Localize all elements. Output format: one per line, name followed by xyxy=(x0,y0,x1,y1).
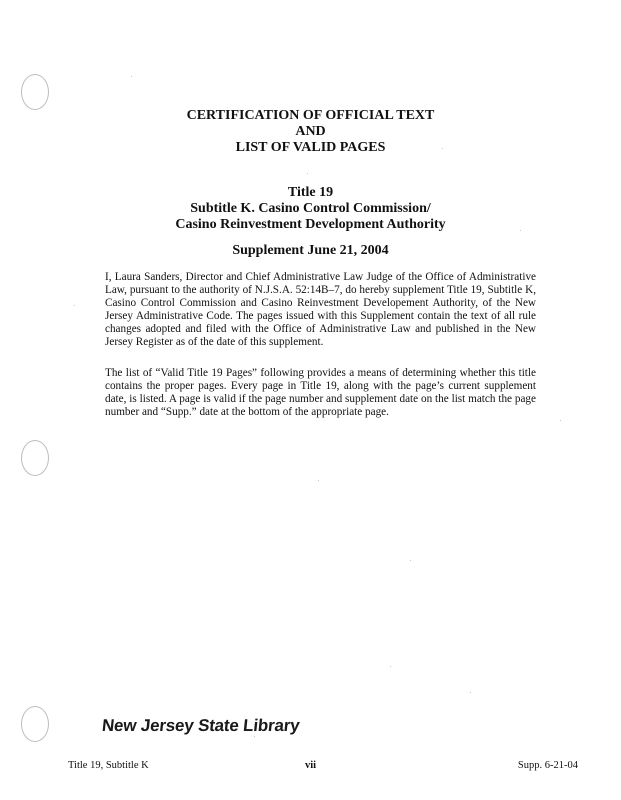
certification-line-2: AND xyxy=(295,124,326,139)
title-line-1: Title 19 xyxy=(287,185,334,200)
scan-speckle xyxy=(254,736,255,737)
title-line-2: Subtitle K. Casino Control Commission/ xyxy=(190,201,431,216)
library-stamp: New Jersey State Library xyxy=(101,716,301,735)
punch-hole xyxy=(21,74,49,110)
supplement-heading: Supplement June 21, 2004 xyxy=(232,243,389,258)
scan-speckle xyxy=(520,230,521,231)
scan-speckle xyxy=(307,173,308,174)
title-heading xyxy=(0,185,621,233)
certification-line-3: LIST OF VALID PAGES xyxy=(235,140,386,155)
scan-speckle xyxy=(560,420,561,421)
punch-hole xyxy=(21,706,49,742)
footer-supplement-date: Supp. 6-21-04 xyxy=(517,760,578,771)
title-line-3: Casino Reinvestment Development Authority xyxy=(175,217,446,232)
scan-speckle xyxy=(442,148,443,149)
punch-hole xyxy=(21,440,49,476)
scan-speckle xyxy=(410,560,411,561)
scan-speckle xyxy=(470,692,471,693)
certification-line-1: CERTIFICATION OF OFFICIAL TEXT xyxy=(186,108,435,123)
scan-speckle xyxy=(318,480,319,481)
scan-speckle xyxy=(131,76,132,77)
certification-paragraph: I, Laura Sanders, Director and Chief Administrative Law Judge of the Office of Administrative Law, pursuant to the authority of N.J.S.A. 52:14B–7, do hereby supplement Title 19, Subtitle K, Casino Control Commission and Casino Reinvestment Developement Authority, of the New Jersey Administrative Code. The pages issued with this Supplement contain the text of all rule changes adopted and filed with the Office of Administrative Law and published in the New Jersey Register as of the date of this supplement. xyxy=(105,271,536,348)
certification-heading xyxy=(0,108,621,156)
scan-speckle xyxy=(390,666,391,667)
page-number: vii xyxy=(304,760,317,771)
footer-title: Title 19, Subtitle K xyxy=(68,760,149,771)
scan-speckle xyxy=(74,305,75,306)
valid-pages-paragraph: The list of “Valid Title 19 Pages” following provides a means of determining whether this title contains the proper pages. Every page in Title 19, along with the page’s current supplement date, is listed. A page is valid if the page number and supplement date on the list match the page number and “Supp.” date at the bottom of the appropriate page. xyxy=(105,367,536,418)
